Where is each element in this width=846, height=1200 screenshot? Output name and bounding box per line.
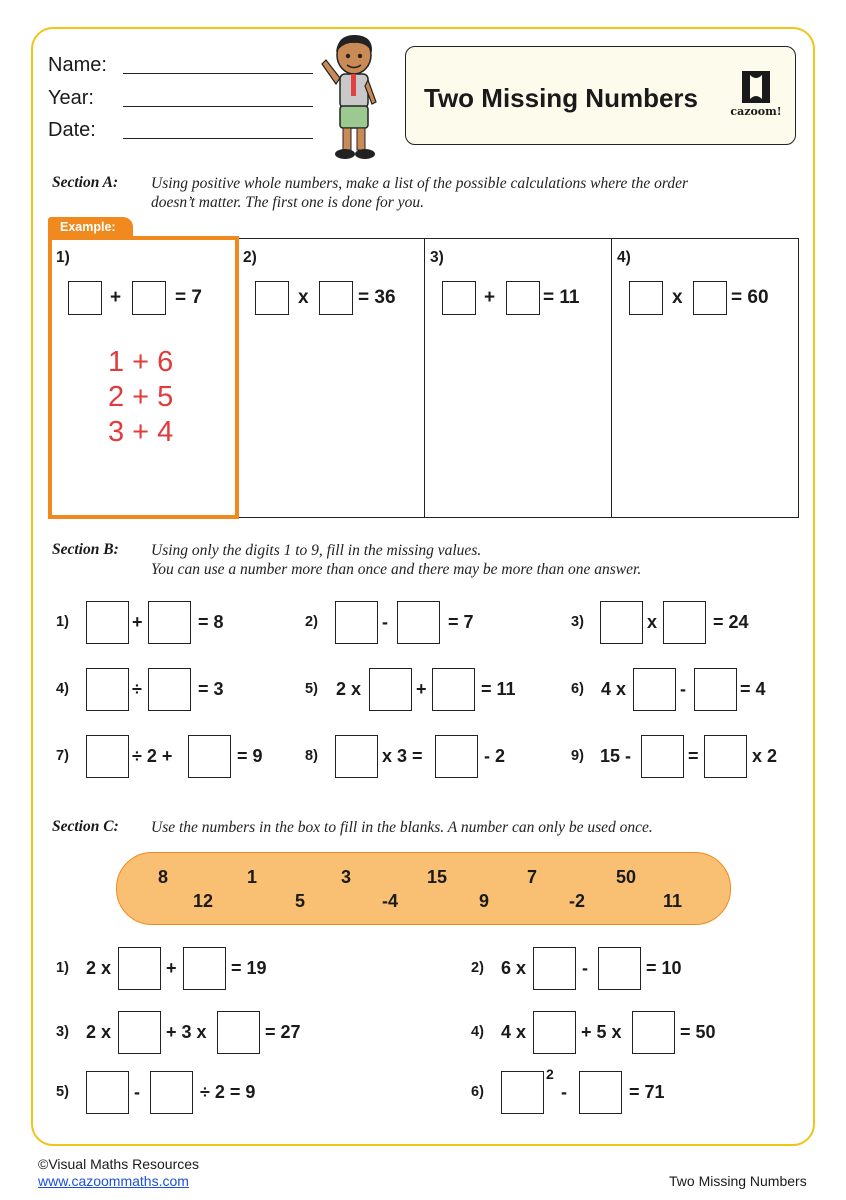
number-bank-item: 1 [247,867,258,887]
answer-box[interactable] [148,601,191,644]
logo-text: cazoom! [730,105,782,118]
logo-shape-icon [726,69,786,105]
operator: + [110,287,122,308]
operator: x [672,287,683,308]
equation-prefix: 4 x [501,1022,527,1042]
question-number: 5) [305,681,318,697]
operator: - [382,612,388,632]
operator: + 5 x [581,1022,622,1042]
equation-prefix: 6 x [501,958,527,978]
section-b-instruction [151,541,791,579]
operator: - [134,1082,140,1102]
equation-result: - 2 [484,746,506,766]
answer-box[interactable] [148,668,191,711]
answer-box[interactable] [641,735,684,778]
answer-box[interactable] [506,281,540,315]
answer-box[interactable] [68,281,102,315]
date-line [123,138,313,139]
section-b-instruction-line1: Using only the digits 1 to 9, fill in the missing values. [151,542,482,559]
operator: + [132,612,143,632]
equation-prefix: 2 x [86,958,112,978]
question-number: 9) [571,748,584,764]
answer-box[interactable] [600,601,643,644]
question-number: 6) [471,1084,484,1100]
answer-box[interactable] [86,735,129,778]
copyright: ©Visual Maths Resources [38,1156,200,1172]
section-b-instruction-line2: You can use a number more than once and there may be more than one answer. [151,561,642,578]
question-number: 3) [430,249,444,266]
question-number: 4) [471,1024,484,1040]
year-line [123,106,313,107]
grid-divider [611,238,612,518]
question-number: 2) [471,960,484,976]
operator: - [561,1082,567,1102]
answer-box[interactable] [118,947,161,990]
answer-box[interactable] [632,1011,675,1054]
date-label: Date: [48,119,96,141]
answer-box[interactable] [629,281,663,315]
equation-result: = 10 [646,958,682,978]
answer-box[interactable] [188,735,231,778]
operator: - [582,958,588,978]
example-answer: 3 + 4 [108,416,174,448]
number-bank-item: 12 [193,891,214,911]
answer-box[interactable] [335,735,378,778]
question-number: 3) [56,1024,69,1040]
answer-box[interactable] [335,601,378,644]
answer-box[interactable] [255,281,289,315]
equation-result: = 7 [175,287,202,308]
number-bank-item: 9 [479,891,490,911]
number-bank-item: -2 [569,891,586,911]
question-number: 1) [56,249,70,266]
worksheet-title: Two Missing Numbers [424,83,698,113]
name-label: Name: [48,54,107,76]
equation-prefix: 2 x [336,679,362,699]
equation-result: = 8 [198,612,224,632]
section-c-label: Section C: [52,818,119,835]
operator: ÷ 2 + [132,746,173,766]
operator: = [688,746,699,766]
operator: + 3 x [166,1022,207,1042]
equation-result: = 19 [231,958,267,978]
number-bank-item: 3 [341,867,352,887]
question-number: 1) [56,614,69,630]
equation-result: = 3 [198,679,224,699]
section-a-instruction-line1: Using positive whole numbers, make a list of the possible calculations where the order [151,175,688,192]
operator: x [647,612,658,632]
answer-box[interactable] [397,601,440,644]
equation-result: x 2 [752,746,778,766]
equation-result: ÷ 2 = 9 [200,1082,256,1102]
answer-box[interactable] [693,281,727,315]
operator: + [484,287,496,308]
section-c-instruction: Use the numbers in the box to fill in the blanks. A number can only be used once. [151,819,653,836]
answer-box[interactable] [598,947,641,990]
example-answer: 2 + 5 [108,381,174,413]
name-line [123,73,313,74]
question-number: 2) [305,614,318,630]
title-box [405,46,796,145]
equation-result: = 4 [740,679,766,699]
operator: ÷ [132,679,142,699]
question-number: 6) [571,681,584,697]
number-bank-item: 5 [295,891,306,911]
example-tab: Example: [48,217,133,238]
answer-box[interactable] [86,601,129,644]
operator: x [298,287,309,308]
answer-box[interactable] [579,1071,622,1114]
answer-box[interactable] [694,668,737,711]
cazoom-logo [726,69,786,124]
website-link[interactable]: www.cazoommaths.com [38,1173,189,1189]
answer-box[interactable] [118,1011,161,1054]
answer-box[interactable] [633,668,676,711]
answer-box[interactable] [183,947,226,990]
question-number: 7) [56,748,69,764]
section-a-instruction-line2: doesn’t matter. The first one is done for you. [151,194,424,211]
question-number: 5) [56,1084,69,1100]
answer-box[interactable] [132,281,166,315]
answer-box[interactable] [86,668,129,711]
answer-box[interactable] [369,668,412,711]
example-answer: 1 + 6 [108,346,174,378]
answer-box[interactable] [432,668,475,711]
answer-box[interactable] [533,1011,576,1054]
answer-box[interactable] [442,281,476,315]
section-a-label: Section A: [52,174,119,191]
question-number: 3) [571,614,584,630]
answer-box[interactable] [501,1071,544,1114]
equation-result: = 50 [680,1022,716,1042]
question-number: 4) [56,681,69,697]
equation-prefix: 15 - [600,746,632,766]
answer-box[interactable] [319,281,353,315]
equation-prefix: 4 x [601,679,627,699]
question-number: 8) [305,748,318,764]
year-label: Year: [48,87,94,109]
number-bank [116,852,731,925]
answer-box[interactable] [217,1011,260,1054]
equation-result: = 71 [629,1082,665,1102]
equation-result: = 36 [358,287,396,308]
operator: + [166,958,177,978]
equation-result: = 7 [448,612,474,632]
operator: + [416,679,427,699]
equation-result: = 9 [237,746,263,766]
question-number: 2) [243,249,257,266]
answer-box[interactable] [150,1071,193,1114]
answer-box[interactable] [704,735,747,778]
section-b-label: Section B: [52,541,119,558]
answer-box[interactable] [86,1071,129,1114]
mascot-boy-illustration [318,30,392,162]
equation-prefix: 2 x [86,1022,112,1042]
question-number: 4) [617,249,631,266]
footer-title: Two Missing Numbers [669,1173,807,1189]
question-number: 1) [56,960,69,976]
operator: x 3 = [382,746,423,766]
answer-box[interactable] [435,735,478,778]
number-bank-item: 15 [427,867,448,887]
grid-divider [424,238,425,518]
number-bank-item: -4 [382,891,399,911]
section-a-instruction [151,174,791,212]
equation-result: = 11 [481,679,516,699]
answer-box[interactable] [533,947,576,990]
number-bank-item: 11 [663,891,683,911]
number-bank-item: 8 [158,867,169,887]
equation-result: = 27 [265,1022,301,1042]
answer-box[interactable] [663,601,706,644]
operator: - [680,679,686,699]
equation-result: = 24 [713,612,749,632]
equation-result: = 11 [543,287,580,308]
number-bank-item: 7 [527,867,538,887]
equation-result: = 60 [731,287,769,308]
exponent: 2 [546,1066,554,1082]
number-bank-item: 50 [616,867,637,887]
